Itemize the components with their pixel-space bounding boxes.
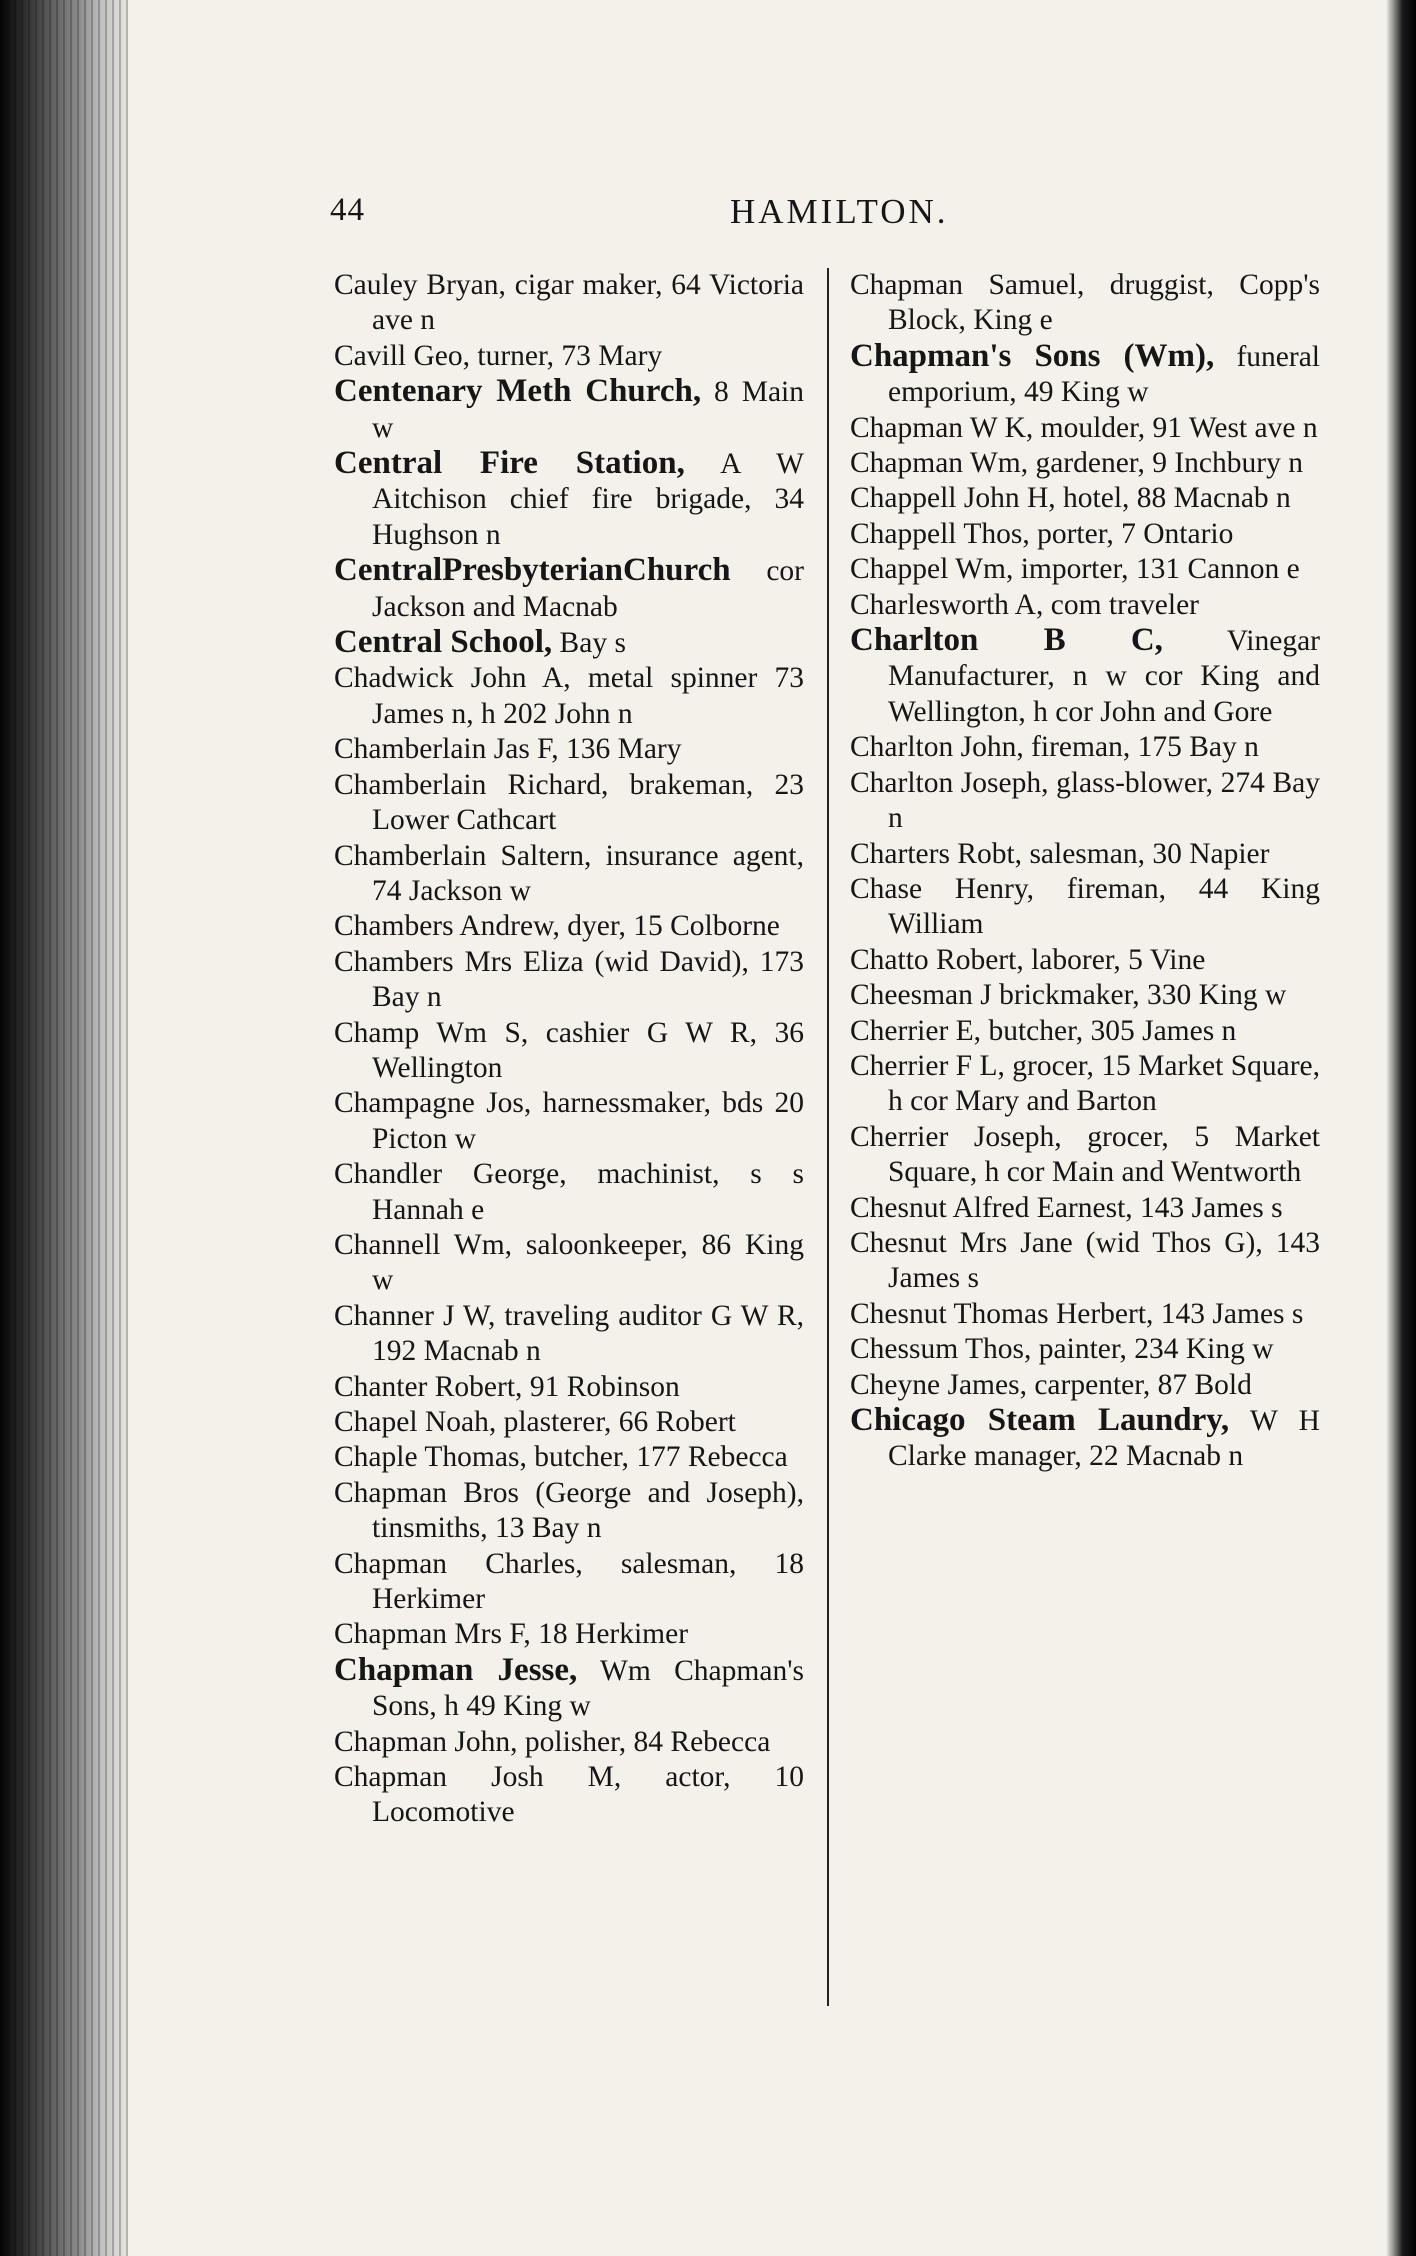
entry-name: Chesnut Alfred Earnest,: [850, 1191, 1133, 1224]
page-header: [330, 192, 1340, 242]
entry-details: 18 Herkimer: [530, 1618, 689, 1651]
entry-details: 143 James s: [1153, 1297, 1304, 1330]
entry-details: glass-blower, 274 Bay n: [888, 766, 1320, 835]
entry-name: Chamberlain Saltern,: [334, 839, 592, 872]
entry-name: Chapman Wm,: [850, 447, 1029, 480]
entry-name: Chamberlain Richard,: [334, 768, 609, 801]
entry-details: actor, 10 Locomotive: [372, 1761, 804, 1829]
directory-entry: [850, 837, 1320, 872]
directory-entry: [850, 1049, 1320, 1120]
entry-name: Chapman W K,: [850, 411, 1034, 444]
entry-name: Central Fire Station,: [334, 445, 685, 482]
directory-entry: [334, 768, 804, 839]
directory-entry: [850, 552, 1320, 587]
directory-entry: [850, 1332, 1320, 1367]
directory-entry: [334, 839, 804, 910]
entry-name: Chandler George,: [334, 1158, 567, 1191]
directory-column-right: [850, 268, 1320, 1475]
entry-details: W H Clarke manager, 22 Macnab n: [888, 1405, 1320, 1473]
directory-entry: [334, 1016, 804, 1087]
entry-name: Chappel Wm,: [850, 553, 1014, 586]
directory-entry: [334, 1440, 804, 1475]
directory-entry: [334, 1760, 804, 1831]
entry-name: Chicago Steam Laundry,: [850, 1402, 1230, 1438]
directory-entry: [850, 730, 1320, 765]
directory-entry: [334, 732, 804, 767]
directory-entry: [850, 1297, 1320, 1332]
entry-name: Champ Wm S,: [334, 1016, 529, 1049]
entry-name: Charlton Joseph,: [850, 766, 1049, 799]
entry-name: Charlton John,: [850, 731, 1024, 764]
directory-entry: [850, 1403, 1320, 1475]
directory-entry: [850, 1191, 1320, 1226]
directory-entry: [850, 1014, 1320, 1049]
entry-name: Cheesman J: [850, 979, 992, 1012]
entry-details: cashier G W R, 36 Wellington: [372, 1016, 804, 1084]
entry-details: (wid Thos G), 143 James s: [888, 1226, 1320, 1295]
entry-name: Cavill Geo,: [334, 339, 471, 372]
entry-details: salesman, 18 Herkimer: [372, 1547, 804, 1616]
entry-details: metal spinner 73 James n, h 202 John n: [372, 662, 804, 730]
entry-details: com traveler: [1043, 588, 1199, 621]
entry-details: cor Jackson and Macnab: [372, 555, 804, 623]
entry-name: Central School,: [334, 624, 553, 661]
entry-details: 136 Mary: [558, 733, 682, 766]
entry-name: Chappell Thos,: [850, 517, 1030, 550]
entry-details: Wm Chapman's Sons, h 49 King w: [372, 1654, 804, 1723]
entry-name: Cauley Bryan,: [334, 269, 506, 301]
directory-entry: [334, 374, 804, 446]
entry-name: Chessum Thos,: [850, 1333, 1032, 1366]
entry-details: butcher, 177 Rebecca: [526, 1441, 788, 1474]
entry-details: brickmaker, 330 King w: [991, 979, 1287, 1012]
directory-entry: [334, 1299, 804, 1370]
entry-details: Bay s: [552, 627, 626, 660]
directory-entry: [850, 339, 1320, 411]
directory-entry: [334, 1405, 804, 1440]
entry-details: cigar maker, 64 Victoria ave n: [372, 269, 804, 337]
entry-name: Chatto Robert,: [850, 943, 1024, 976]
entry-details: traveling auditor G W R, 192 Macnab n: [372, 1299, 804, 1368]
entry-details: porter, 7 Ontario: [1029, 517, 1234, 550]
entry-details: (George and Joseph), tinsmiths, 13 Bay n: [372, 1476, 804, 1545]
directory-entry: [334, 339, 804, 374]
entry-name: Cherrier Joseph,: [850, 1120, 1062, 1153]
entry-name: Cheyne James,: [850, 1368, 1027, 1401]
entry-details: grocer, 15 Market Square, h cor Mary and Barton: [888, 1049, 1320, 1118]
entry-details: funeral emporium, 49 King w: [888, 340, 1320, 409]
entry-name: Chesnut Thomas Herbert,: [850, 1297, 1154, 1330]
entry-details: fireman, 175 Bay n: [1023, 731, 1259, 764]
page-number: 44: [330, 192, 365, 228]
entry-details: turner, 73 Mary: [470, 339, 663, 372]
entry-name: Chamberlain Jas F,: [334, 733, 559, 766]
directory-entry: [850, 1226, 1320, 1297]
entry-details: machinist, s s Hannah e: [372, 1158, 804, 1226]
column-divider: [827, 268, 829, 2006]
entry-name: Chadwick John A,: [334, 662, 571, 695]
entry-name: Channer J W,: [334, 1299, 496, 1332]
directory-entry: [334, 1370, 804, 1405]
entry-details: fireman, 44 King William: [888, 872, 1320, 941]
entry-details: (wid David), 173 Bay n: [372, 945, 805, 1014]
entry-name: Chambers Andrew,: [334, 910, 560, 943]
directory-entry: [850, 623, 1320, 730]
entry-name: Charlesworth A,: [850, 588, 1044, 621]
running-head-title: HAMILTON.: [730, 192, 949, 231]
entry-details: polisher, 84 Rebecca: [517, 1725, 771, 1758]
entry-name: Chapman Jesse,: [334, 1651, 578, 1688]
entry-name: Centenary Meth Church,: [334, 373, 702, 410]
entry-details: harnessmaker, bds 20 Picton w: [372, 1087, 804, 1155]
entry-details: 143 James s: [1132, 1191, 1283, 1224]
entry-name: Chapman Bros: [334, 1476, 520, 1509]
entry-details: plasterer, 66 Robert: [496, 1406, 736, 1438]
entry-name: Chapman Josh M,: [334, 1761, 622, 1794]
entry-name: CentralPresbyterianChurch: [334, 552, 731, 589]
entry-details: hotel, 88 Macnab n: [1055, 482, 1291, 515]
directory-entry: [850, 446, 1320, 481]
directory-entry: [850, 588, 1320, 623]
entry-details: brakeman, 23 Lower Cathcart: [372, 768, 804, 837]
entry-name: Chapman Samuel,: [850, 269, 1085, 301]
directory-entry: [334, 1086, 804, 1157]
directory-entry: [850, 978, 1320, 1013]
entry-name: Chanter Robert,: [334, 1370, 523, 1403]
entry-details: Vinegar Manufacturer, n w cor King and Wellington, h cor John and Gore: [888, 625, 1320, 728]
entry-details: A W Aitchison chief fire brigade, 34 Hughson n: [372, 448, 804, 551]
entry-details: laborer, 5 Vine: [1023, 943, 1206, 976]
entry-details: dyer, 15 Colborne: [559, 910, 780, 943]
entry-name: Champagne Jos,: [334, 1087, 532, 1120]
entry-name: Chapman John,: [334, 1725, 518, 1758]
entry-details: butcher, 305 James n: [981, 1014, 1237, 1047]
entry-name: Chapman Mrs F,: [334, 1618, 531, 1651]
directory-entry: [850, 1120, 1320, 1191]
directory-entry: [850, 1368, 1320, 1403]
entry-name: Chapman's Sons (Wm),: [850, 337, 1215, 374]
entry-name: Chaple Thomas,: [334, 1441, 527, 1474]
directory-entry: [334, 661, 804, 732]
binding-texture: [0, 0, 128, 2256]
entry-name: Charlton B C,: [850, 622, 1163, 659]
entry-details: painter, 234 King w: [1031, 1333, 1274, 1366]
directory-entry: [334, 1157, 804, 1228]
entry-name: Chapel Noah,: [334, 1406, 497, 1438]
entry-name: Channell Wm,: [334, 1228, 513, 1261]
entry-name: Charters Robt,: [850, 837, 1023, 870]
directory-entry: [334, 1725, 804, 1760]
directory-entry: [334, 1476, 804, 1547]
entry-name: Chapman Charles,: [334, 1547, 583, 1580]
entry-name: Cherrier E,: [850, 1014, 982, 1047]
entry-details: importer, 131 Cannon e: [1013, 553, 1300, 586]
directory-entry: [850, 517, 1320, 552]
directory-entry: [334, 1228, 804, 1299]
directory-entry: [334, 553, 804, 625]
entry-details: carpenter, 87 Bold: [1026, 1368, 1252, 1401]
directory-entry: [334, 625, 804, 661]
entry-details: insurance agent, 74 Jackson w: [372, 839, 804, 907]
directory-entry: [334, 268, 804, 339]
directory-column-left: [334, 268, 804, 1831]
entry-name: Chesnut Mrs Jane: [850, 1226, 1073, 1259]
entry-details: saloonkeeper, 86 King w: [372, 1228, 804, 1297]
entry-name: Cherrier F L,: [850, 1049, 1005, 1082]
entry-name: Chase Henry,: [850, 872, 1035, 905]
entry-name: Chambers Mrs Eliza: [334, 945, 584, 978]
directory-entry: [850, 872, 1320, 943]
entry-details: druggist, Copp's Block, King e: [888, 269, 1321, 337]
directory-entry: [334, 1547, 804, 1618]
directory-entry: [850, 481, 1320, 516]
directory-entry: [850, 268, 1320, 339]
entry-details: grocer, 5 Market Square, h cor Main and Wentworth: [888, 1120, 1320, 1189]
entry-details: gardener, 9 Inchbury n: [1028, 447, 1303, 480]
directory-entry: [850, 411, 1320, 446]
directory-entry: [334, 1653, 804, 1725]
directory-entry: [334, 446, 804, 553]
page-edge-shadow: [1386, 0, 1416, 2256]
directory-entry: [334, 945, 804, 1016]
directory-entry: [334, 1617, 804, 1652]
entry-details: salesman, 30 Napier: [1022, 837, 1270, 870]
directory-entry: [850, 766, 1320, 837]
entry-name: Chappell John H,: [850, 482, 1056, 515]
entry-details: 91 Robinson: [522, 1370, 680, 1403]
directory-entry: [850, 943, 1320, 978]
entry-details: moulder, 91 West ave n: [1033, 411, 1318, 444]
directory-entry: [334, 909, 804, 944]
entry-details: 8 Main w: [372, 376, 804, 444]
